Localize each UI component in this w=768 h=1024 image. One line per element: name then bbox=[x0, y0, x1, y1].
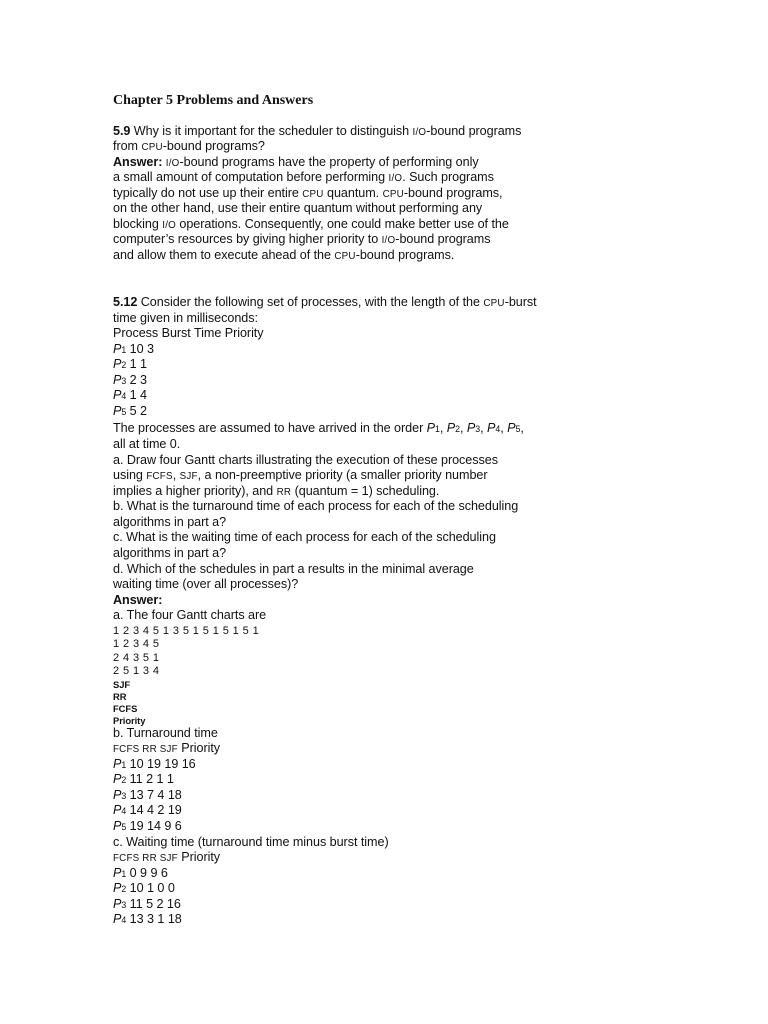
gantt-intro: a. The four Gantt charts are bbox=[113, 608, 267, 622]
part-c-line-2: algorithms in part a? bbox=[113, 546, 227, 560]
turnaround-row: P4 14 4 2 19 bbox=[113, 803, 182, 817]
gantt-label: RR bbox=[113, 691, 127, 702]
waiting-title: c. Waiting time (turnaround time minus burst time) bbox=[113, 835, 389, 849]
part-c-line-1: c. What is the waiting time of each process for each of the scheduling bbox=[113, 530, 496, 544]
waiting-header: FCFS RR SJF Priority bbox=[113, 850, 221, 864]
turnaround-row: P1 10 19 19 16 bbox=[113, 757, 196, 771]
gantt-label: Priority bbox=[113, 715, 146, 726]
part-a-line-1: a. Draw four Gantt charts illustrating the execution of these processes bbox=[113, 453, 498, 467]
part-d-line-2: waiting time (over all processes)? bbox=[113, 577, 299, 591]
gantt-row: 1 2 3 4 5 1 3 5 1 5 1 5 1 5 1 bbox=[113, 625, 260, 637]
question-number: 5.12 bbox=[113, 295, 138, 309]
part-a-line-2: using FCFS, SJF, a non-preemptive priority (a smaller priority number bbox=[113, 468, 488, 482]
arrival-order-line: The processes are assumed to have arrived in the order P1, P2, P3, P4, P5, bbox=[113, 421, 524, 435]
page-title: Chapter 5 Problems and Answers bbox=[113, 93, 314, 108]
answer-label: Answer: bbox=[113, 593, 163, 607]
answer-5-9-line-2: a small amount of computation before performing I/O. Such programs bbox=[113, 170, 494, 184]
question-5-9-line-1: 5.9 Why is it important for the scheduler to distinguish I/O-bound programs bbox=[113, 124, 522, 138]
answer-5-9-line-3: typically do not use up their entire CPU quantum. CPU-bound programs, bbox=[113, 186, 503, 200]
part-b-line-1: b. What is the turnaround time of each process for each of the scheduling bbox=[113, 499, 519, 513]
turnaround-title: b. Turnaround time bbox=[113, 726, 218, 740]
turnaround-row: P2 11 2 1 1 bbox=[113, 772, 174, 786]
process-row: P2 1 1 bbox=[113, 357, 148, 371]
answer-5-9-line-6: computer’s resources by giving higher priority to I/O-bound programs bbox=[113, 232, 491, 246]
answer-label: Answer: bbox=[113, 155, 163, 169]
process-row: P1 10 3 bbox=[113, 342, 154, 356]
gantt-label: SJF bbox=[113, 679, 131, 690]
answer-5-9-line-1: Answer: I/O-bound programs have the property of performing only bbox=[113, 155, 479, 169]
waiting-row: P2 10 1 0 0 bbox=[113, 881, 175, 895]
waiting-row: P3 11 5 2 16 bbox=[113, 897, 181, 911]
question-number: 5.9 bbox=[113, 124, 131, 138]
part-d-line-1: d. Which of the schedules in part a results in the minimal average bbox=[113, 562, 474, 576]
question-5-12-line-2: time given in milliseconds: bbox=[113, 311, 258, 325]
answer-5-9-line-5: blocking I/O operations. Consequently, one could make better use of the bbox=[113, 217, 509, 231]
question-5-9-line-2: from CPU-bound programs? bbox=[113, 139, 265, 153]
gantt-label: FCFS bbox=[113, 703, 138, 714]
gantt-row: 1 2 3 4 5 bbox=[113, 638, 160, 650]
answer-5-9-line-4: on the other hand, use their entire quantum without performing any bbox=[113, 201, 483, 215]
turnaround-row: P3 13 7 4 18 bbox=[113, 788, 182, 802]
gantt-row: 2 5 1 3 4 bbox=[113, 665, 160, 677]
part-b-line-2: algorithms in part a? bbox=[113, 515, 227, 529]
answer-5-9-line-7: and allow them to execute ahead of the CPU-bound programs. bbox=[113, 248, 455, 262]
question-5-12-line-1: 5.12 Consider the following set of processes, with the length of the CPU-burst bbox=[113, 295, 537, 309]
gantt-row: 2 4 3 5 1 bbox=[113, 652, 160, 664]
arrival-time-line: all at time 0. bbox=[113, 437, 181, 451]
waiting-row: P1 0 9 9 6 bbox=[113, 866, 168, 880]
process-row: P3 2 3 bbox=[113, 373, 148, 387]
turnaround-row: P5 19 14 9 6 bbox=[113, 819, 182, 833]
process-row: P4 1 4 bbox=[113, 388, 148, 402]
process-table-header: Process Burst Time Priority bbox=[113, 326, 264, 340]
process-row: P5 5 2 bbox=[113, 404, 148, 418]
waiting-row: P4 13 3 1 18 bbox=[113, 912, 182, 926]
turnaround-header: FCFS RR SJF Priority bbox=[113, 741, 221, 755]
part-a-line-3: implies a higher priority), and RR (quantum = 1) scheduling. bbox=[113, 484, 440, 498]
